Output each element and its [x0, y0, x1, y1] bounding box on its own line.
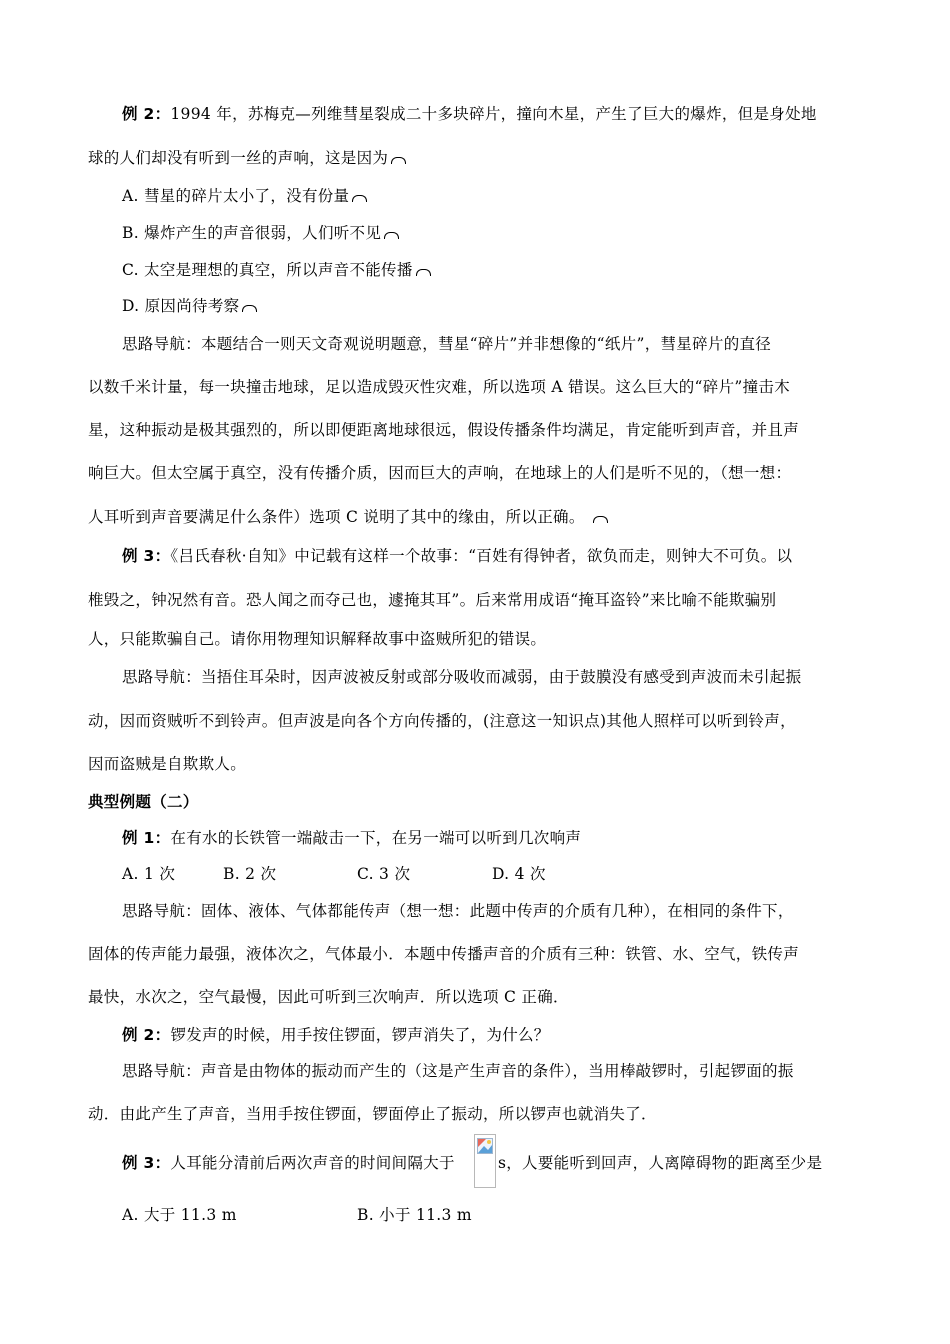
example-3-line-3: 人，只能欺骗自己。请你用物理知识解释故事中盗贼所犯的错误。: [88, 630, 547, 648]
solution-line-1: 思路导航：本题结合一则天文奇观说明题意，彗星“碎片”并非想像的“纸片”，彗星碎片的直径: [122, 335, 772, 353]
s2-ex3-option-b: B. 小于 11.3 m: [357, 1206, 472, 1224]
example-3-line-1: [122, 544, 792, 566]
s2-example-1-question: [122, 826, 581, 848]
s2-example-2-question: [122, 1023, 550, 1045]
example-text: 球的人们却没有听到一丝的声响，这是因为: [88, 149, 389, 167]
solution-line-1: 思路导航：固体、液体、气体都能传声（想一想：此题中传声的介质有几种），在相同的条件下，: [122, 902, 794, 920]
option-text: C. 太空是理想的真空，所以声音不能传播: [122, 261, 413, 279]
solution-line-4: 响巨大。但太空属于真空，没有传播介质，因而巨大的声响，在地球上的人们是听不见的，（想一想：: [88, 464, 792, 482]
example-2-line-2: [88, 146, 406, 168]
s2-option-d: D. 4 次: [492, 865, 546, 883]
s2-option-a: A. 1 次: [122, 865, 176, 883]
example-label: 例 2：: [122, 1026, 171, 1044]
paragraph-mark-icon: [352, 195, 367, 202]
solution-text: 人耳听到声音要满足什么条件）选项 C 说明了其中的缘由，所以正确。: [88, 508, 585, 526]
option-text: B. 爆炸产生的声音很弱，人们听不见: [122, 224, 382, 242]
example-3-line-2: 椎毁之，钟况然有音。恐人闻之而夺己也，遽掩其耳”。后来常用成语“掩耳盗铃”来比喻不能欺骗别: [88, 591, 777, 609]
broken-image-icon: [474, 1134, 496, 1188]
s2-option-c: C. 3 次: [357, 865, 411, 883]
example-text: 《吕氏春秋·自知》中记载有这样一个故事：“百姓有得钟者，欲负而走，则钟大不可负。以: [170, 547, 793, 565]
option-c: [122, 258, 431, 280]
solution-line-5: [88, 505, 608, 527]
paragraph-mark-icon: [391, 157, 406, 164]
solution-line-1: 思路导航：声音是由物体的振动而产生的（这是产生声音的条件），当用棒敲锣时，引起锣面的振: [122, 1062, 794, 1080]
example-text: 锣发声的时候，用手按住锣面，锣声消失了，为什么？: [170, 1026, 550, 1044]
option-text: D. 原因尚待考察: [122, 297, 240, 315]
option-b: [122, 221, 399, 243]
solution-line-2: 以数千米计量，每一块撞击地球，足以造成毁灭性灾难，所以选项 A 错误。这么巨大的“碎片”撞击木: [88, 378, 790, 396]
option-text: A. 彗星的碎片太小了，没有份量: [122, 187, 350, 205]
example-2-line-1: [122, 102, 817, 124]
s2-option-b: B. 2 次: [223, 865, 277, 883]
solution-line-2: 动，因而资贼听不到铃声。但声波是向各个方向传播的，(注意这一知识点)其他人照样可以听到铃声，: [88, 712, 796, 730]
solution-line-2: 动．由此产生了声音，当用手按住锣面，锣面停止了振动，所以锣声也就消失了．: [88, 1105, 657, 1123]
s2-example-3-question-pre: [122, 1151, 455, 1173]
paragraph-mark-icon: [242, 305, 257, 312]
solution-line-3: 星，这种振动是极其强烈的，所以即便距离地球很远，假设传播条件均满足，肯定能听到声音，并且声: [88, 421, 800, 439]
paragraph-mark-icon: [593, 516, 608, 523]
s2-example-3-question-post: s，人要能听到回声，人离障碍物的距离至少是: [498, 1154, 823, 1172]
solution-line-1: 思路导航：当捂住耳朵时，因声波被反射或部分吸收而减弱，由于鼓膜没有感受到声波而未引起振: [122, 668, 802, 686]
example-label: 例 3：: [122, 547, 171, 565]
section-heading: 典型例题（二）: [88, 793, 199, 811]
solution-line-3: 最快，水次之，空气最慢，因此可听到三次响声．所以选项 C 正确．: [88, 988, 569, 1006]
paragraph-mark-icon: [416, 269, 431, 276]
solution-line-3: 因而盗贼是自欺欺人。: [88, 755, 247, 773]
example-text: 1994 年，苏梅克—列维彗星裂成二十多块碎片，撞向木星，产生了巨大的爆炸，但是身处地: [170, 105, 817, 123]
example-text: 人耳能分清前后两次声音的时间间隔大于: [170, 1154, 455, 1172]
option-d: [122, 294, 257, 316]
paragraph-mark-icon: [384, 232, 399, 239]
solution-line-2: 固体的传声能力最强，液体次之，气体最小．本题中传播声音的介质有三种：铁管、水、空气，铁传声: [88, 945, 800, 963]
s2-ex3-option-a: A. 大于 11.3 m: [122, 1206, 237, 1224]
example-text: 在有水的长铁管一端敲击一下，在另一端可以听到几次响声: [170, 829, 582, 847]
example-label: 例 2：: [122, 105, 171, 123]
option-a: [122, 184, 367, 206]
example-label: 例 1：: [122, 829, 171, 847]
example-label: 例 3：: [122, 1154, 171, 1172]
